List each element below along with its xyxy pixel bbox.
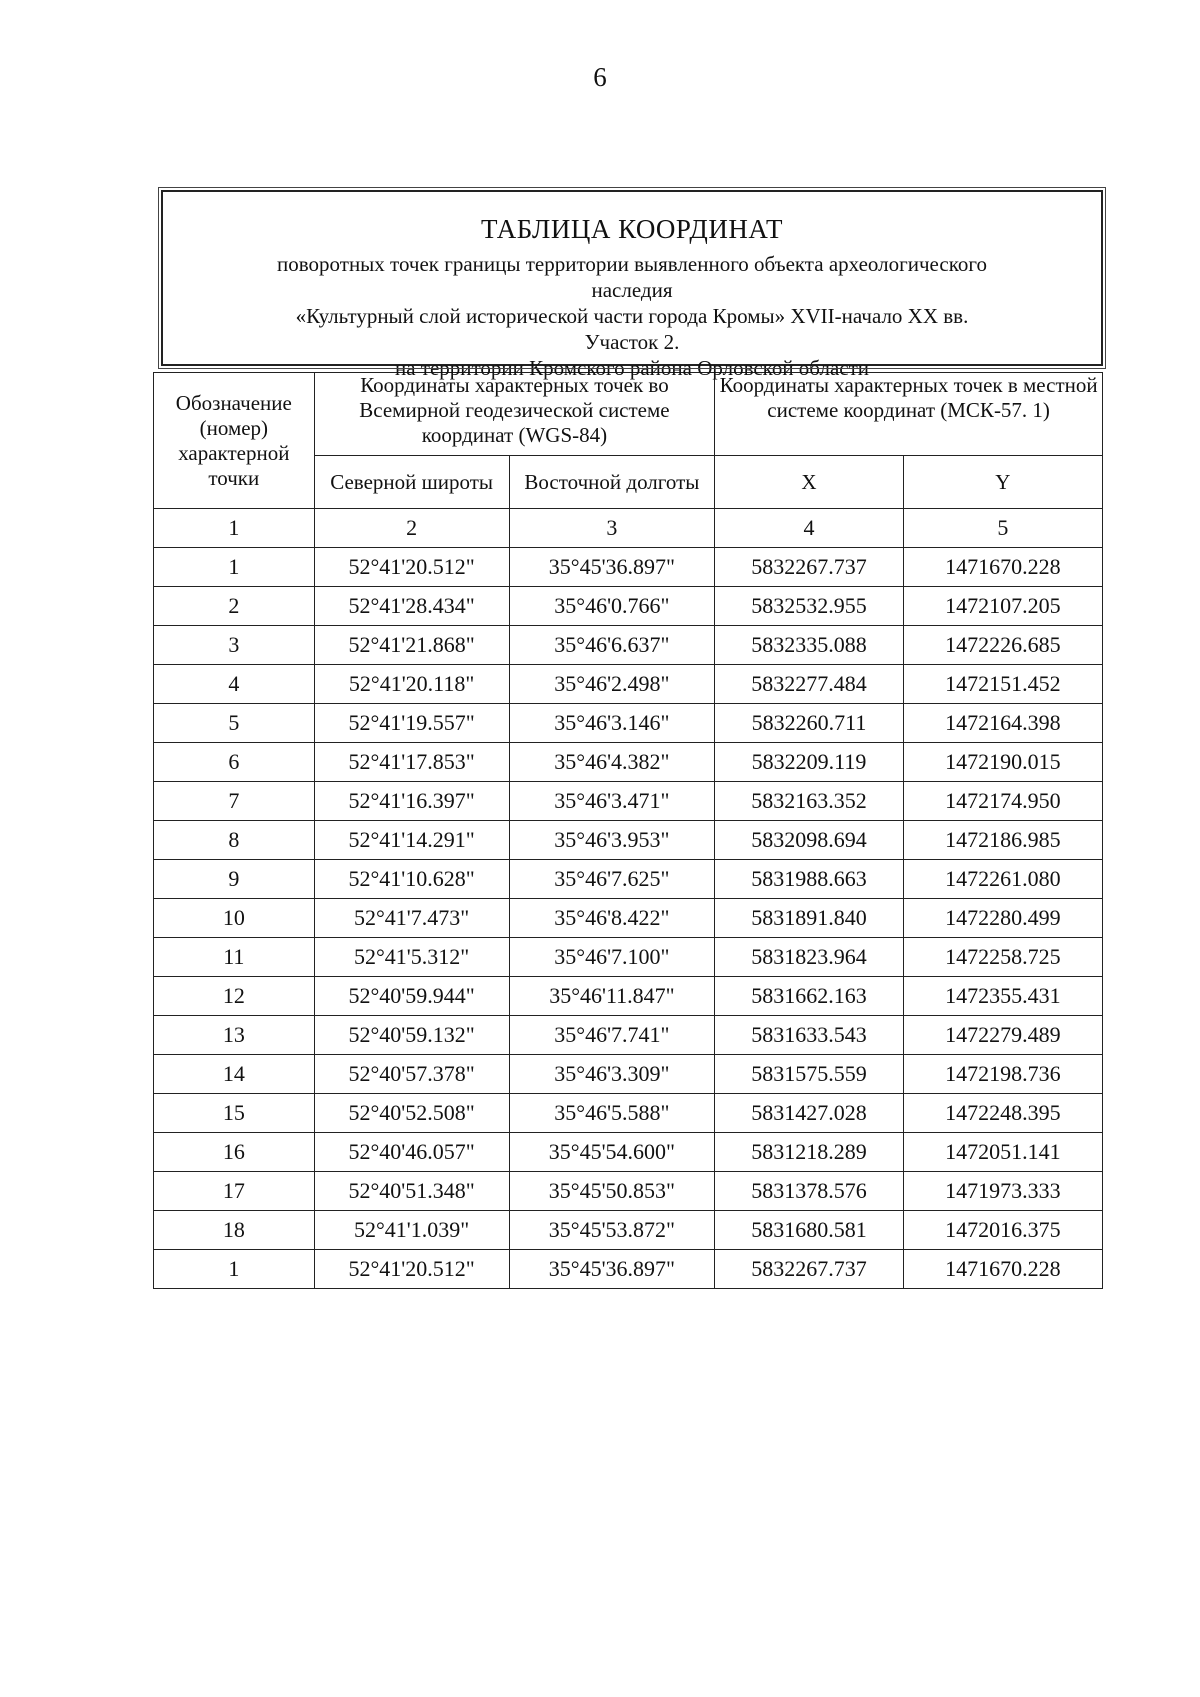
table-row <box>154 938 1103 977</box>
cell-point-number: 11 <box>154 938 315 977</box>
title-subline-5: на территории Кромского района Орловской области <box>394 356 870 380</box>
cell-x: 5831891.840 <box>715 899 904 938</box>
cell-latitude: 52°41'14.291" <box>314 821 509 860</box>
column-number-row <box>154 509 1103 548</box>
column-number: 2 <box>314 509 509 548</box>
cell-point-number: 10 <box>154 899 315 938</box>
table-row <box>154 743 1103 782</box>
cell-latitude: 52°41'20.118" <box>314 665 509 704</box>
cell-longitude: 35°46'0.766" <box>509 587 715 626</box>
cell-point-number: 17 <box>154 1172 315 1211</box>
cell-latitude: 52°41'7.473" <box>314 899 509 938</box>
cell-longitude: 35°46'7.741" <box>509 1016 715 1055</box>
cell-y: 1472164.398 <box>903 704 1102 743</box>
cell-latitude: 52°40'52.508" <box>314 1094 509 1133</box>
cell-x: 5831662.163 <box>715 977 904 1016</box>
cell-latitude: 52°41'20.512" <box>314 1250 509 1289</box>
cell-y: 1472279.489 <box>903 1016 1102 1055</box>
cell-y: 1471670.228 <box>903 548 1102 587</box>
table-row <box>154 665 1103 704</box>
title-subline-2: наследия <box>591 278 673 302</box>
page-number: 6 <box>593 62 607 92</box>
table-title-block <box>161 190 1103 380</box>
cell-point-number: 1 <box>154 1250 315 1289</box>
cell-longitude: 35°45'54.600" <box>509 1133 715 1172</box>
cell-x: 5832098.694 <box>715 821 904 860</box>
cell-longitude: 35°46'8.422" <box>509 899 715 938</box>
cell-y: 1472248.395 <box>903 1094 1102 1133</box>
cell-point-number: 15 <box>154 1094 315 1133</box>
cell-latitude: 52°41'19.557" <box>314 704 509 743</box>
table-row <box>154 548 1103 587</box>
cell-y: 1472226.685 <box>903 626 1102 665</box>
cell-x: 5831218.289 <box>715 1133 904 1172</box>
cell-latitude: 52°41'10.628" <box>314 860 509 899</box>
cell-longitude: 35°46'3.471" <box>509 782 715 821</box>
cell-x: 5832163.352 <box>715 782 904 821</box>
table-title: ТАБЛИЦА КООРДИНАТ <box>481 214 783 244</box>
cell-point-number: 5 <box>154 704 315 743</box>
cell-point-number: 14 <box>154 1055 315 1094</box>
cell-point-number: 12 <box>154 977 315 1016</box>
cell-y: 1472151.452 <box>903 665 1102 704</box>
cell-longitude: 35°46'4.382" <box>509 743 715 782</box>
cell-latitude: 52°40'46.057" <box>314 1133 509 1172</box>
cell-y: 1472190.015 <box>903 743 1102 782</box>
table-row <box>154 704 1103 743</box>
column-number: 4 <box>715 509 904 548</box>
cell-latitude: 52°41'28.434" <box>314 587 509 626</box>
cell-x: 5831680.581 <box>715 1211 904 1250</box>
column-number: 5 <box>903 509 1102 548</box>
cell-latitude: 52°40'59.132" <box>314 1016 509 1055</box>
table-row <box>154 860 1103 899</box>
table-row <box>154 977 1103 1016</box>
header-east-longitude: Восточной долготы <box>509 456 715 509</box>
cell-longitude: 35°46'3.309" <box>509 1055 715 1094</box>
column-number: 1 <box>154 509 315 548</box>
cell-longitude: 35°45'50.853" <box>509 1172 715 1211</box>
cell-x: 5832267.737 <box>715 1250 904 1289</box>
cell-latitude: 52°41'5.312" <box>314 938 509 977</box>
cell-x: 5832532.955 <box>715 587 904 626</box>
cell-y: 1472051.141 <box>903 1133 1102 1172</box>
cell-y: 1471670.228 <box>903 1250 1102 1289</box>
header-point-designation: Обозначение (номер) характерной точки <box>154 373 315 509</box>
header-msk-group: Координаты характерных точек в местной системе координат (МСК-57. 1) <box>715 373 1103 456</box>
cell-point-number: 6 <box>154 743 315 782</box>
cell-x: 5831633.543 <box>715 1016 904 1055</box>
cell-x: 5832209.119 <box>715 743 904 782</box>
cell-y: 1472198.736 <box>903 1055 1102 1094</box>
cell-point-number: 13 <box>154 1016 315 1055</box>
cell-latitude: 52°41'1.039" <box>314 1211 509 1250</box>
cell-longitude: 35°46'6.637" <box>509 626 715 665</box>
table-row <box>154 1055 1103 1094</box>
header-wgs84-group: Координаты характерных точек во Всемирной геодезической системе координат (WGS-84) <box>314 373 715 456</box>
cell-y: 1471973.333 <box>903 1172 1102 1211</box>
header-y: Y <box>903 456 1102 509</box>
cell-x: 5832260.711 <box>715 704 904 743</box>
table-row <box>154 1133 1103 1172</box>
cell-point-number: 7 <box>154 782 315 821</box>
header-north-latitude: Северной широты <box>314 456 509 509</box>
cell-longitude: 35°46'7.625" <box>509 860 715 899</box>
cell-point-number: 1 <box>154 548 315 587</box>
table-row <box>154 626 1103 665</box>
cell-x: 5831575.559 <box>715 1055 904 1094</box>
cell-x: 5832335.088 <box>715 626 904 665</box>
table-row <box>154 1250 1103 1289</box>
cell-y: 1472016.375 <box>903 1211 1102 1250</box>
cell-point-number: 3 <box>154 626 315 665</box>
table-row <box>154 1172 1103 1211</box>
cell-x: 5832277.484 <box>715 665 904 704</box>
cell-y: 1472258.725 <box>903 938 1102 977</box>
cell-point-number: 18 <box>154 1211 315 1250</box>
cell-point-number: 2 <box>154 587 315 626</box>
cell-point-number: 16 <box>154 1133 315 1172</box>
cell-latitude: 52°41'21.868" <box>314 626 509 665</box>
cell-y: 1472186.985 <box>903 821 1102 860</box>
table-row <box>154 1016 1103 1055</box>
table-row <box>154 899 1103 938</box>
cell-x: 5831427.028 <box>715 1094 904 1133</box>
cell-latitude: 52°40'59.944" <box>314 977 509 1016</box>
cell-longitude: 35°45'53.872" <box>509 1211 715 1250</box>
coordinates-table <box>153 372 1103 1289</box>
cell-latitude: 52°40'57.378" <box>314 1055 509 1094</box>
table-row <box>154 1211 1103 1250</box>
cell-latitude: 52°40'51.348" <box>314 1172 509 1211</box>
cell-x: 5831378.576 <box>715 1172 904 1211</box>
cell-y: 1472280.499 <box>903 899 1102 938</box>
cell-point-number: 4 <box>154 665 315 704</box>
title-subline-4: Участок 2. <box>584 330 680 354</box>
cell-latitude: 52°41'16.397" <box>314 782 509 821</box>
table-row <box>154 821 1103 860</box>
cell-longitude: 35°46'7.100" <box>509 938 715 977</box>
coordinates-document <box>161 190 1103 1289</box>
table-body <box>154 509 1103 1289</box>
table-row <box>154 782 1103 821</box>
cell-x: 5831988.663 <box>715 860 904 899</box>
cell-latitude: 52°41'20.512" <box>314 548 509 587</box>
cell-longitude: 35°45'36.897" <box>509 1250 715 1289</box>
cell-longitude: 35°46'5.588" <box>509 1094 715 1133</box>
cell-y: 1472107.205 <box>903 587 1102 626</box>
cell-x: 5831823.964 <box>715 938 904 977</box>
cell-point-number: 9 <box>154 860 315 899</box>
title-subline-3: «Культурный слой исторической части города Кромы» XVII-начало XX вв. <box>295 304 969 328</box>
cell-longitude: 35°45'36.897" <box>509 548 715 587</box>
header-x: X <box>715 456 904 509</box>
cell-longitude: 35°46'3.953" <box>509 821 715 860</box>
cell-y: 1472261.080 <box>903 860 1102 899</box>
cell-y: 1472174.950 <box>903 782 1102 821</box>
cell-longitude: 35°46'3.146" <box>509 704 715 743</box>
column-number: 3 <box>509 509 715 548</box>
table-row <box>154 587 1103 626</box>
title-subline-1: поворотных точек границы территории выявленного объекта археологического <box>277 252 987 276</box>
table-row <box>154 1094 1103 1133</box>
cell-x: 5832267.737 <box>715 548 904 587</box>
cell-longitude: 35°46'2.498" <box>509 665 715 704</box>
cell-latitude: 52°41'17.853" <box>314 743 509 782</box>
cell-point-number: 8 <box>154 821 315 860</box>
cell-y: 1472355.431 <box>903 977 1102 1016</box>
cell-longitude: 35°46'11.847" <box>509 977 715 1016</box>
